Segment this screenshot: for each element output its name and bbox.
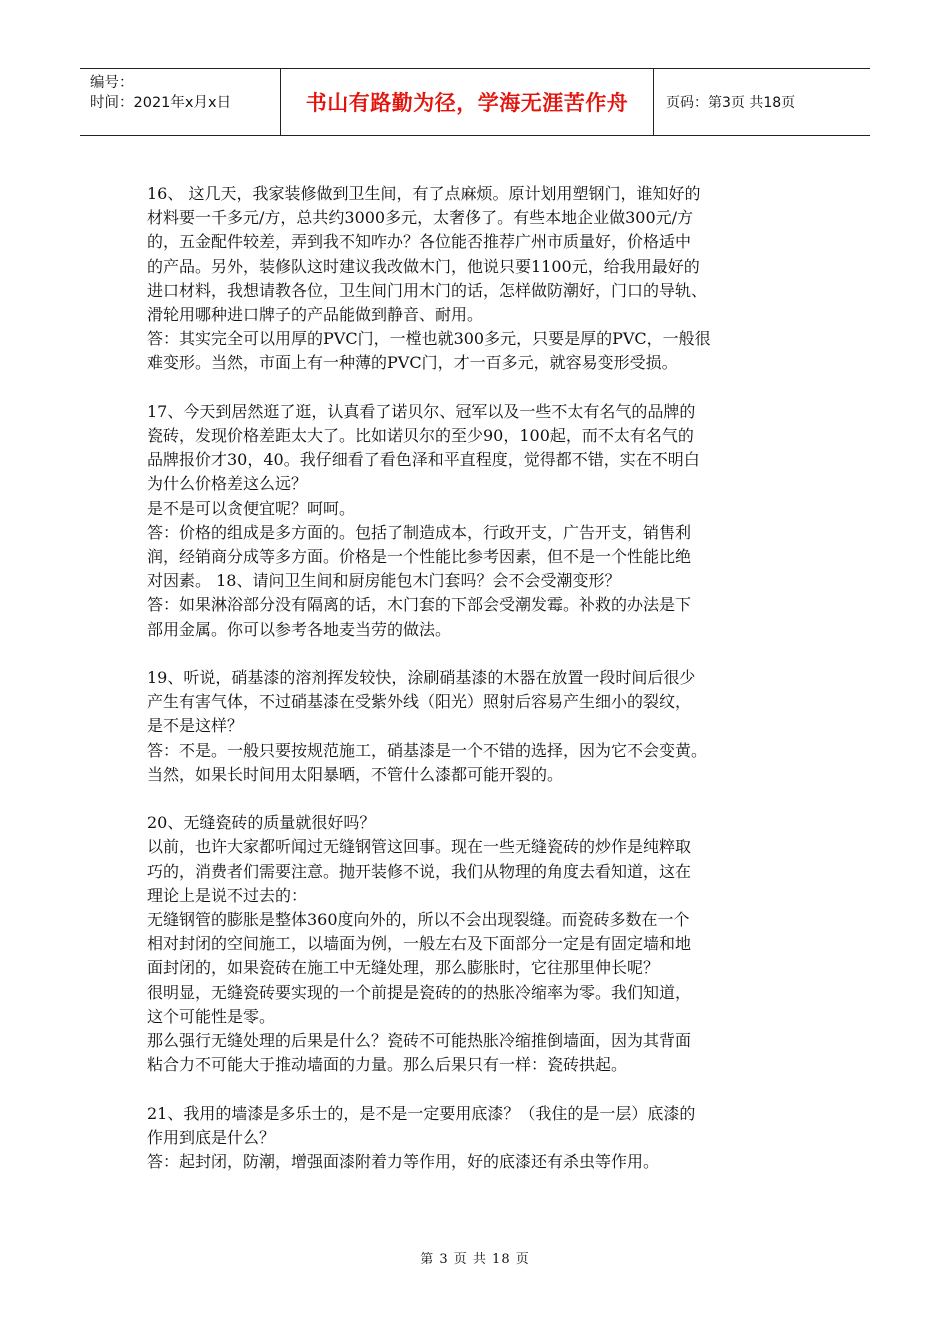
text-line: 相对封闭的空间施工，以墙面为例，一般左右及下面部分一定是有固定墙和地: [147, 934, 692, 954]
header-motto: 书山有路勤为径，学海无涯苦作舟: [281, 69, 654, 135]
page-header: [80, 68, 870, 136]
text-line: 产生有害气体，不过硝基漆在受紫外线（阳光）照射后容易产生细小的裂纹，: [147, 692, 692, 712]
text-line: 面封闭的，如果瓷砖在施工中无缝处理，那么膨胀时，它往那里伸长呢？: [147, 958, 660, 978]
text-line: 部用金属。你可以参考各地麦当劳的做法。: [147, 619, 452, 639]
text-line: 答：起封闭，防潮，增强面漆附着力等作用，好的底漆还有杀虫等作用。: [147, 1152, 660, 1172]
text-line: 的产品。另外，装修队这时建议我改做木门，他说只要1100元，给我用最好的: [147, 256, 700, 276]
text-line: 16、 这几天，我家装修做到卫生间，有了点麻烦。原计划用塑钢门，谁知好的: [147, 184, 701, 203]
text-line: 答：其实完全可以用厚的PVC门，一樘也就300多元，只要是厚的PVC，一般很: [147, 329, 711, 349]
qa-block: [147, 400, 807, 642]
text-line: 答：价格的组成是多方面的。包括了制造成本，行政开支，广告开支，销售利: [147, 522, 692, 542]
text-line: 19、听说，硝基漆的溶剂挥发较快，涂刷硝基漆的木器在放置一段时间后很少: [147, 668, 696, 688]
header-page-info: 页码：第3页 共18页: [666, 95, 796, 111]
paragraph-gap: [147, 787, 807, 811]
text-line: 品牌报价才30，40。我仔细看了看色泽和平直程度，觉得都不错，实在不明白: [147, 450, 700, 470]
text-line: 进口材料，我想请教各位，卫生间门用木门的话，怎样做防潮好，门口的导轨、: [147, 280, 708, 300]
text-line: 答：如果淋浴部分没有隔离的话，木门套的下部会受潮发霉。补救的办法是下: [147, 595, 692, 615]
text-line: 对因素。 18、请问卫生间和厨房能包木门套吗？会不会受潮变形？: [147, 571, 621, 591]
text-line: 难变形。当然，市面上有一种薄的PVC门，才一百多元，就容易变形受损。: [147, 353, 678, 373]
text-line: 很明显，无缝瓷砖要实现的一个前提是瓷砖的的热胀冷缩率为零。我们知道，: [147, 982, 692, 1002]
text-line: 是不是这样？: [147, 716, 244, 736]
text-line: 这个可能性是零。: [147, 1006, 276, 1026]
header-meta: [80, 69, 281, 135]
text-line: 粘合力不可能大于推动墙面的力量。那么后果只有一样：瓷砖拱起。: [147, 1055, 628, 1075]
paragraph-gap: [147, 642, 807, 666]
document-date: 时间：2021年x月x日: [90, 95, 232, 111]
text-line: 滑轮用哪种进口牌子的产品能做到静音、耐用。: [147, 305, 484, 325]
text-line: 以前，也许大家都听闻过无缝钢管这回事。现在一些无缝瓷砖的炒作是纯粹取: [147, 837, 692, 857]
document-number-label: 编号：: [90, 75, 134, 91]
text-line: 无缝钢管的膨胀是整体360度向外的，所以不会出现裂缝。而瓷砖多数在一个: [147, 910, 690, 930]
paragraph-gap: [147, 376, 807, 400]
text-line: 答：不是。一般只要按规范施工，硝基漆是一个不错的选择，因为它不会变黄。: [147, 740, 708, 760]
qa-block: [147, 811, 807, 1077]
text-line: 润，经销商分成等多方面。价格是一个性能比参考因素，但不是一个性能比绝: [147, 547, 692, 567]
text-line: 21、我用的墙漆是多乐士的，是不是一定要用底漆？（我住的是一层）底漆的: [147, 1103, 696, 1123]
text-line: 巧的，消费者们需要注意。抛开装修不说，我们从物理的角度去看知道，这在: [147, 861, 692, 881]
text-line: 理论上是说不过去的：: [147, 885, 308, 905]
text-line: 为什么价格差这么远？: [147, 474, 308, 494]
paragraph-gap: [147, 1077, 807, 1101]
text-line: 是不是可以贪便宜呢？呵呵。: [147, 498, 356, 518]
text-line: 当然，如果长时间用太阳暴晒，不管什么漆都可能开裂的。: [147, 764, 564, 784]
qa-block: [147, 1102, 807, 1175]
text-line: 20、无缝瓷砖的质量就很好吗？: [147, 813, 376, 833]
text-line: 瓷砖，发现价格差距太大了。比如诺贝尔的至少90，100起，而不太有名气的: [147, 426, 694, 446]
document-body: [147, 182, 807, 1174]
text-line: 17、今天到居然逛了逛，认真看了诺贝尔、冠军以及一些不太有名气的品牌的: [147, 401, 696, 421]
text-line: 那么强行无缝处理的后果是什么？瓷砖不可能热胀冷缩推倒墙面，因为其背面: [147, 1031, 692, 1051]
text-line: 作用到底是什么？: [147, 1127, 276, 1147]
page-footer: 第 3 页 共 18 页: [420, 1252, 530, 1267]
qa-block: [147, 182, 807, 376]
text-line: 材料要一千多元/方，总共约3000多元，太奢侈了。有些本地企业做300元/方: [147, 208, 694, 228]
qa-block: [147, 666, 807, 787]
text-line: 的，五金配件较差，弄到我不知咋办？各位能否推荐广州市质量好，价格适中: [147, 232, 692, 252]
